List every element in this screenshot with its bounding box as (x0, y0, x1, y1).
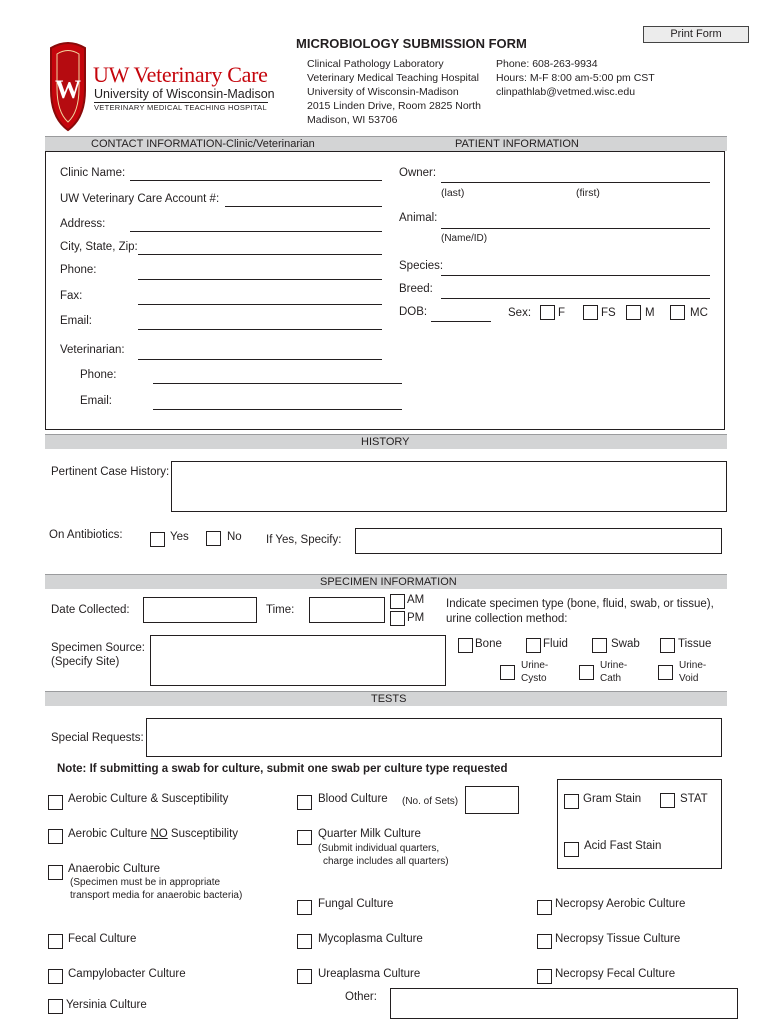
antibiotics-specify-field[interactable] (355, 528, 722, 554)
pm-checkbox[interactable] (390, 611, 405, 626)
yersinia-label: Yersinia Culture (66, 999, 147, 1011)
other-label: Other: (345, 991, 377, 1003)
urine-cysto-checkbox[interactable] (500, 665, 515, 680)
campylobacter-label: Campylobacter Culture (68, 968, 186, 980)
urine-cath-label: Urine- (600, 660, 628, 671)
vet-email-label: Email: (80, 395, 112, 407)
lab-phone: Phone: 608-263-9934 (496, 58, 598, 70)
antibiotics-label: On Antibiotics: (49, 529, 123, 541)
other-field[interactable] (390, 988, 738, 1019)
specimen-source-hint: (Specify Site) (51, 656, 120, 668)
owner-first-hint: (first) (576, 187, 600, 199)
section-header-contact-patient (45, 136, 727, 151)
ureaplasma-checkbox[interactable] (297, 969, 312, 984)
swab-label: Swab (611, 638, 640, 650)
svg-text:W: W (55, 75, 81, 104)
section-header-specimen (45, 574, 727, 589)
aerobic-no-suffix: Susceptibility (167, 828, 239, 840)
section-tests-title: TESTS (371, 693, 407, 705)
address-line: University of Wisconsin-Madison (307, 86, 459, 98)
vet-email-field[interactable] (153, 409, 402, 410)
specimen-type-instructions: Indicate specimen type (bone, fluid, swab, or tissue), (446, 598, 714, 610)
anaerobic-label: Anaerobic Culture (68, 863, 161, 875)
blood-culture-checkbox[interactable] (297, 795, 312, 810)
urine-cath-method: Cath (600, 673, 622, 684)
urine-void-method: Void (679, 673, 699, 684)
necropsy-aerobic-label: Necropsy Aerobic Culture (555, 898, 686, 910)
fluid-checkbox[interactable] (526, 638, 541, 653)
specimen-source-label: Specimen Source: (51, 642, 145, 654)
section-history-title: HISTORY (361, 436, 410, 448)
tissue-checkbox[interactable] (660, 638, 675, 653)
email-field[interactable] (138, 329, 382, 330)
fax-label: Fax: (60, 290, 83, 302)
lab-hours: Hours: M-F 8:00 am-5:00 pm CST (496, 72, 655, 84)
section-specimen-title: SPECIMEN INFORMATION (320, 576, 457, 588)
specimen-source-field[interactable] (150, 635, 446, 686)
section-patient-title: PATIENT INFORMATION (455, 138, 579, 150)
sex-mc-label: MC (690, 307, 708, 319)
city-field[interactable] (138, 254, 382, 255)
antibiotics-yes-label: Yes (170, 531, 189, 543)
address-field[interactable] (130, 231, 382, 232)
pm-label: PM (407, 612, 425, 624)
urine-void-label: Urine- (679, 660, 707, 671)
lab-email: clinpathlab@vetmed.wisc.edu (496, 86, 636, 98)
fax-field[interactable] (138, 304, 382, 305)
bone-checkbox[interactable] (458, 638, 473, 653)
species-label: Species: (399, 260, 444, 272)
clinic-name-field[interactable] (130, 180, 382, 181)
city-label: City, State, Zip: (60, 241, 138, 253)
vet-phone-field[interactable] (153, 383, 402, 384)
sex-m-label: M (645, 307, 655, 319)
swab-checkbox[interactable] (592, 638, 607, 653)
address-line: Madison, WI 53706 (307, 114, 398, 126)
owner-field[interactable] (441, 182, 710, 183)
urine-cysto-method: Cysto (521, 673, 547, 684)
fecal-checkbox[interactable] (48, 934, 63, 949)
necropsy-tissue-checkbox[interactable] (537, 934, 552, 949)
animal-name-hint: (Name/ID) (441, 233, 488, 244)
campylobacter-checkbox[interactable] (48, 969, 63, 984)
uw-crest-logo (45, 40, 91, 132)
quarter-milk-checkbox[interactable] (297, 830, 312, 845)
sex-m-checkbox[interactable] (626, 305, 641, 320)
clinic-name-label: Clinic Name: (60, 167, 126, 179)
gram-stain-label: Gram Stain (583, 793, 642, 805)
ureaplasma-label: Ureaplasma Culture (318, 968, 421, 980)
animal-label: Animal: (399, 212, 438, 224)
quarter-milk-note-1: (Submit individual quarters, (318, 843, 440, 854)
date-collected-field[interactable] (143, 597, 257, 623)
aerobic-no-susceptibility-label (68, 828, 238, 841)
necropsy-tissue-label: Necropsy Tissue Culture (555, 933, 681, 945)
necropsy-fecal-checkbox[interactable] (537, 969, 552, 984)
yersinia-checkbox[interactable] (48, 999, 63, 1014)
form-title: MICROBIOLOGY SUBMISSION FORM (296, 36, 527, 51)
address-label: Address: (60, 218, 106, 230)
sex-fs-label: FS (601, 307, 616, 319)
print-form-button[interactable]: Print Form (643, 26, 749, 43)
owner-label: Owner: (399, 167, 437, 179)
necropsy-fecal-label: Necropsy Fecal Culture (555, 968, 676, 980)
swab-note: Note: If submitting a swab for culture, submit one swab per culture type requested (57, 763, 508, 775)
acid-fast-label: Acid Fast Stain (584, 840, 662, 852)
address-line: Veterinary Medical Teaching Hospital (307, 72, 479, 84)
address-line: 2015 Linden Drive, Room 2825 North (307, 100, 481, 112)
time-label: Time: (266, 604, 295, 616)
if-yes-label: If Yes, Specify: (266, 534, 342, 546)
no-of-sets-field[interactable] (465, 786, 519, 814)
species-field[interactable] (441, 275, 710, 276)
email-label: Email: (60, 315, 92, 327)
section-header-tests (45, 691, 727, 706)
veterinarian-field[interactable] (138, 359, 382, 360)
antibiotics-no-label: No (227, 531, 242, 543)
fluid-label: Fluid (543, 638, 568, 650)
breed-label: Breed: (399, 283, 433, 295)
fungal-label: Fungal Culture (318, 898, 394, 910)
anaerobic-checkbox[interactable] (48, 865, 63, 880)
urine-collection-instructions: urine collection method: (446, 613, 568, 625)
sex-f-label: F (558, 307, 566, 319)
phone-field[interactable] (138, 279, 382, 280)
special-requests-label: Special Requests: (51, 732, 144, 744)
case-history-label: Pertinent Case History: (51, 466, 170, 478)
urine-cysto-label: Urine- (521, 660, 549, 671)
logo-subtitle: University of Wisconsin-Madison (94, 87, 275, 101)
quarter-milk-label: Quarter Milk Culture (318, 828, 421, 840)
sex-mc-checkbox[interactable] (670, 305, 685, 320)
blood-culture-label: Blood Culture (318, 793, 388, 805)
antibiotics-no-checkbox[interactable] (206, 531, 221, 546)
owner-last-hint: (last) (441, 187, 465, 199)
no-of-sets-label: (No. of Sets) (402, 796, 459, 807)
am-checkbox[interactable] (390, 594, 405, 609)
veterinarian-label: Veterinarian: (60, 344, 125, 356)
dob-label: DOB: (399, 306, 428, 318)
mycoplasma-label: Mycoplasma Culture (318, 933, 423, 945)
sex-f-checkbox[interactable] (540, 305, 555, 320)
anaerobic-note-2: transport media for anaerobic bacteria) (70, 890, 243, 901)
urine-void-checkbox[interactable] (658, 665, 673, 680)
breed-field[interactable] (441, 298, 710, 299)
time-field[interactable] (309, 597, 385, 623)
special-requests-field[interactable] (146, 718, 722, 757)
sex-label: Sex: (508, 307, 532, 319)
mycoplasma-checkbox[interactable] (297, 934, 312, 949)
fungal-checkbox[interactable] (297, 900, 312, 915)
date-collected-label: Date Collected: (51, 604, 130, 616)
stat-checkbox[interactable] (660, 793, 675, 808)
fecal-label: Fecal Culture (68, 933, 137, 945)
logo-title: UW Veterinary Care (93, 62, 268, 87)
section-header-history (45, 434, 727, 449)
tissue-label: Tissue (678, 638, 712, 650)
vet-phone-label: Phone: (80, 369, 117, 381)
antibiotics-yes-checkbox[interactable] (150, 532, 165, 547)
stat-label: STAT (680, 793, 708, 805)
dob-field[interactable] (431, 321, 491, 322)
aerobic-susceptibility-checkbox[interactable] (48, 795, 63, 810)
necropsy-aerobic-checkbox[interactable] (537, 900, 552, 915)
case-history-field[interactable] (171, 461, 727, 512)
anaerobic-note-1: (Specimen must be in appropriate (70, 877, 221, 888)
aerobic-no-prefix: Aerobic Culture (68, 828, 151, 840)
bone-label: Bone (475, 638, 502, 650)
aerobic-susceptibility-label: Aerobic Culture & Susceptibility (68, 793, 229, 805)
phone-label: Phone: (60, 264, 97, 276)
am-label: AM (407, 594, 425, 606)
account-label: UW Veterinary Care Account #: (60, 193, 220, 205)
animal-field[interactable] (441, 228, 710, 229)
gram-stain-checkbox[interactable] (564, 794, 579, 809)
acid-fast-checkbox[interactable] (564, 842, 579, 857)
quarter-milk-note-2: charge includes all quarters) (323, 856, 449, 867)
account-field[interactable] (225, 206, 382, 207)
sex-fs-checkbox[interactable] (583, 305, 598, 320)
aerobic-no-emphasis: NO (150, 828, 168, 840)
address-line: Clinical Pathology Laboratory (307, 58, 444, 70)
section-contact-title: CONTACT INFORMATION-Clinic/Veterinarian (91, 138, 315, 150)
logo-hospital: VETERINARY MEDICAL TEACHING HOSPITAL (94, 103, 267, 112)
urine-cath-checkbox[interactable] (579, 665, 594, 680)
aerobic-no-susceptibility-checkbox[interactable] (48, 829, 63, 844)
